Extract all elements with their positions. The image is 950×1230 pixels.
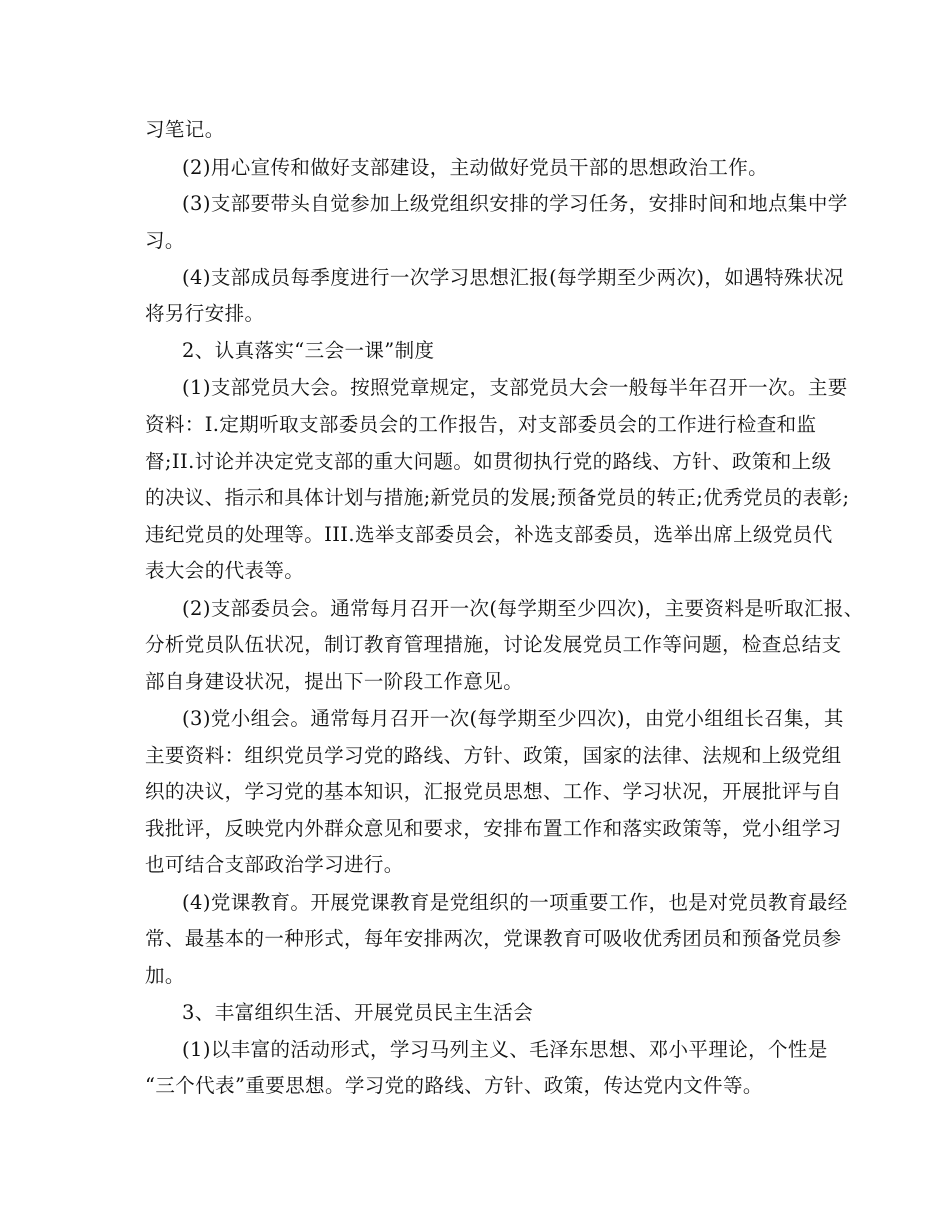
text-line: 将另行安排。 bbox=[145, 302, 265, 325]
text-line: (4)党课教育。开展党课教育是党组织的一项重要工作，也是对党员教育最经 bbox=[182, 891, 848, 914]
text-line: 的决议、指示和具体计划与措施;新党员的发展;预备党员的转正;优秀党员的表彰; bbox=[145, 486, 850, 509]
text-line: 部自身建设状况，提出下一阶段工作意见。 bbox=[145, 670, 524, 693]
text-line: (4)支部成员每季度进行一次学习思想汇报(每学期至少两次)，如遇特殊状况 bbox=[182, 266, 844, 289]
text-line: “三个代表”重要思想。学习党的路线、方针、政策，传达党内文件等。 bbox=[145, 1074, 763, 1097]
text-line: 习。 bbox=[145, 229, 185, 252]
text-line: 也可结合支部政治学习进行。 bbox=[145, 853, 404, 876]
text-line: 习笔记。 bbox=[145, 118, 225, 141]
text-line: 违纪党员的处理等。III.选举支部委员会，补选支部委员，选举出席上级党员代 bbox=[145, 523, 833, 546]
text-line: 主要资料：组织党员学习党的路线、方针、政策，国家的法律、法规和上级党组 bbox=[145, 744, 842, 767]
text-line: (2)用心宣传和做好支部建设，主动做好党员干部的思想政治工作。 bbox=[182, 156, 769, 179]
text-line: 督;II.讨论并决定党支部的重大问题。如贯彻执行党的路线、方针、政策和上级 bbox=[145, 450, 832, 473]
text-line: 我批评，反映党内外群众意见和要求，安排布置工作和落实政策等，党小组学习 bbox=[145, 817, 842, 840]
text-line: 表大会的代表等。 bbox=[145, 559, 305, 582]
text-line: 资料：I.定期听取支部委员会的工作报告，对支部委员会的工作进行检查和监 bbox=[145, 413, 817, 436]
text-line: 分析党员队伍状况，制订教育管理措施，讨论发展党员工作等问题，检查总结支 bbox=[145, 633, 842, 656]
text-line: 织的决议，学习党的基本知识，汇报党员思想、工作、学习状况，开展批评与自 bbox=[145, 780, 842, 803]
text-line: (1)以丰富的活动形式，学习马列主义、毛泽东思想、邓小平理论，个性是 bbox=[182, 1038, 828, 1061]
text-line: 加。 bbox=[145, 964, 185, 987]
section-heading: 2、认真落实“三会一课”制度 bbox=[182, 339, 435, 362]
text-line: (3)党小组会。通常每月召开一次(每学期至少四次)，由党小组组长召集，其 bbox=[182, 707, 844, 730]
section-heading: 3、丰富组织生活、开展党员民主生活会 bbox=[182, 1001, 534, 1024]
text-line: (1)支部党员大会。按照党章规定，支部党员大会一般每半年召开一次。主要 bbox=[182, 376, 848, 399]
text-line: (3)支部要带头自觉参加上级党组织安排的学习任务，安排时间和地点集中学 bbox=[182, 192, 848, 215]
text-line: (2)支部委员会。通常每月召开一次(每学期至少四次)，主要资料是听取汇报、 bbox=[182, 597, 864, 620]
text-line: 常、最基本的一种形式，每年安排两次，党课教育可吸收优秀团员和预备党员参 bbox=[145, 927, 842, 950]
